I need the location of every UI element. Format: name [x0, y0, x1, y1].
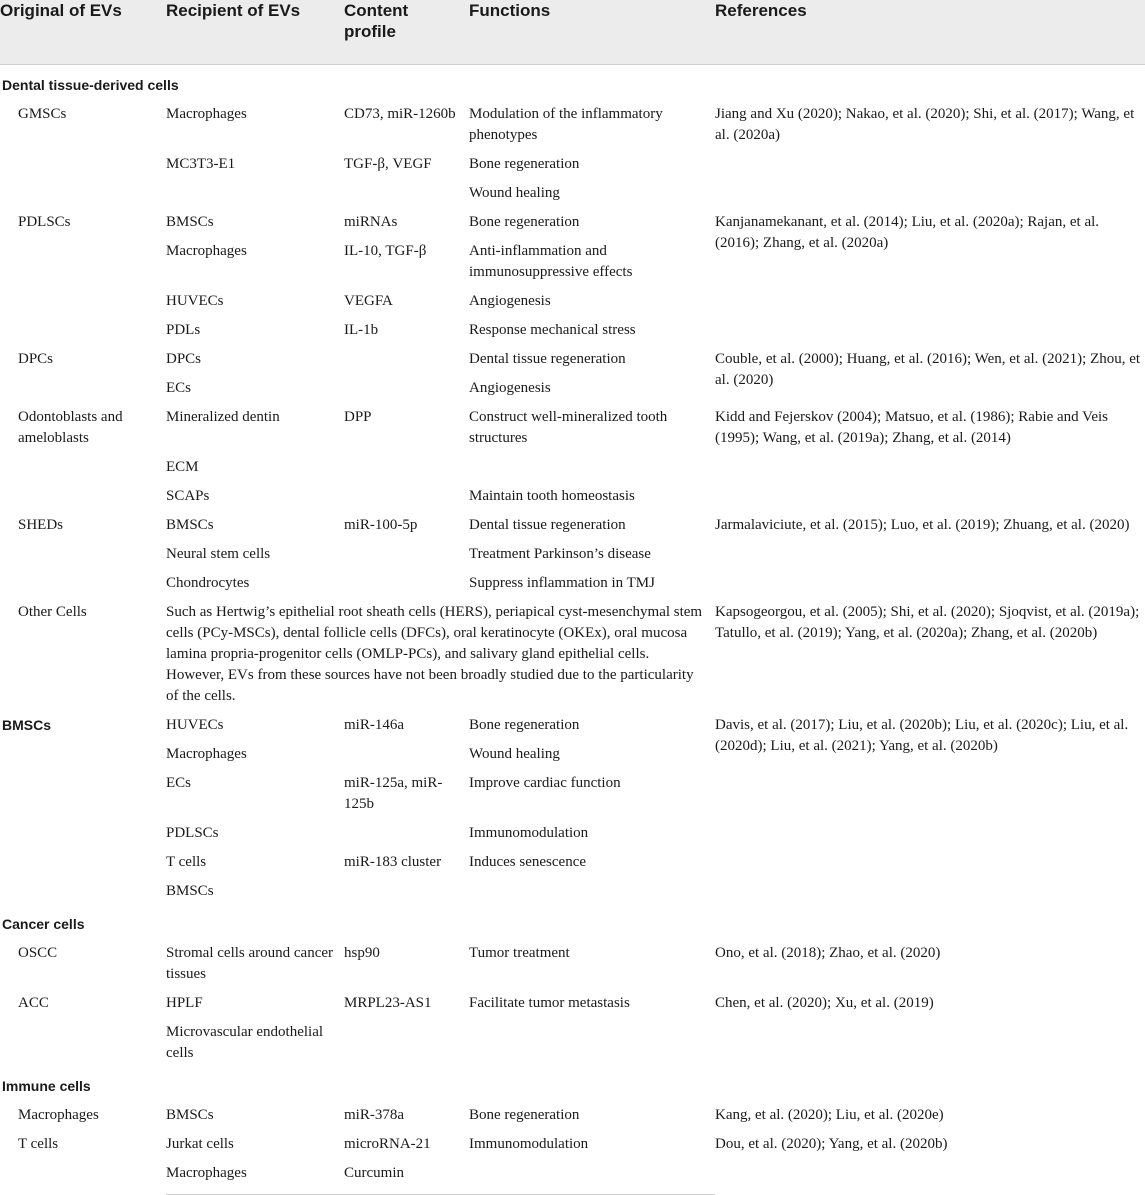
section-title: Dental tissue-derived cells	[2, 77, 179, 93]
recipient-cell: Jurkat cells	[166, 1136, 234, 1152]
recipient-cell: Macrophages	[166, 243, 247, 259]
function-cell: Bone regeneration	[469, 214, 580, 230]
table-row	[0, 596, 1145, 709]
recipient-cell: BMSCs	[166, 214, 214, 230]
content-cell	[344, 817, 469, 846]
function-cell	[469, 1157, 715, 1195]
references-cell: Ono, et al. (2018); Zhao, et al. (2020)	[715, 945, 941, 961]
origin-cell: PDLSCs	[18, 214, 71, 230]
function-cell: Facilitate tumor metastasis	[469, 995, 630, 1011]
origin-cell: Other Cells	[18, 604, 87, 620]
origin-cell: GMSCs	[18, 106, 67, 122]
recipient-cell: SCAPs	[166, 488, 210, 504]
function-cell: Tumor treatment	[469, 945, 570, 961]
header-row	[0, 0, 1145, 65]
references-cell: Kanjanamekanant, et al. (2014); Liu, et al. (2020a); Rajan, et al. (2016); Zhang, et al. (2020a)	[715, 214, 1100, 251]
content-cell: VEGFA	[344, 293, 393, 309]
origin-cell: Macrophages	[18, 1107, 99, 1123]
table-row	[0, 1099, 1145, 1128]
section-row	[0, 65, 1145, 99]
header-content: Content profile	[344, 0, 469, 65]
content-cell: IL-10, TGF-β	[344, 243, 427, 259]
table-row	[0, 401, 1145, 451]
function-cell: Dental tissue regeneration	[469, 351, 626, 367]
function-cell: Angiogenesis	[469, 293, 551, 309]
recipient-cell: PDLSCs	[166, 825, 219, 841]
content-cell: TGF-β, VEGF	[344, 156, 432, 172]
recipient-cell: Macrophages	[166, 1157, 344, 1195]
recipient-cell: Stromal cells around cancer tissues	[166, 945, 334, 982]
function-cell	[469, 875, 715, 904]
recipient-cell: BMSCs	[166, 517, 214, 533]
function-cell: Dental tissue regeneration	[469, 517, 626, 533]
table-header	[0, 0, 1145, 65]
header-origin: Original of EVs	[0, 0, 166, 65]
recipient-cell: PDLs	[166, 322, 201, 338]
function-cell: Immunomodulation	[469, 1136, 589, 1152]
origin-cell: SHEDs	[18, 517, 64, 533]
table-row	[0, 937, 1145, 987]
function-cell: Improve cardiac function	[469, 775, 621, 791]
table-row	[0, 987, 1145, 1016]
recipient-cell: BMSCs	[166, 883, 214, 899]
content-cell	[344, 567, 469, 596]
content-cell: Curcumin	[344, 1157, 469, 1195]
content-cell: miR-183 cluster	[344, 854, 442, 870]
content-cell	[344, 480, 469, 509]
function-cell: Modulation of the inflammatory phenotypes	[469, 106, 663, 143]
content-cell: DPP	[344, 409, 372, 425]
references-cell: Dou, et al. (2020); Yang, et al. (2020b)	[715, 1136, 948, 1152]
recipient-cell: MC3T3-E1	[166, 156, 236, 172]
header-recipient: Recipient of EVs	[166, 0, 344, 65]
function-cell: Response mechanical stress	[469, 322, 636, 338]
recipient-cell: HUVECs	[166, 293, 224, 309]
content-cell: MRPL23-AS1	[344, 995, 432, 1011]
table-body	[0, 65, 1145, 1195]
function-cell: Angiogenesis	[469, 380, 551, 396]
recipient-cell: HPLF	[166, 995, 203, 1011]
function-cell: Maintain tooth homeostasis	[469, 488, 635, 504]
function-cell: Bone regeneration	[469, 156, 580, 172]
origin-cell: DPCs	[18, 351, 54, 367]
table-row	[0, 206, 1145, 235]
content-cell: CD73, miR-1260b	[344, 106, 456, 122]
function-cell: Anti-inflammation and immunosuppressive effects	[469, 243, 633, 280]
content-cell: miR-100-5p	[344, 517, 418, 533]
recipient-cell: Macrophages	[166, 746, 247, 762]
recipient-cell: ECs	[166, 380, 192, 396]
recipient-cell: HUVECs	[166, 717, 224, 733]
content-cell	[344, 343, 469, 372]
function-cell: Bone regeneration	[469, 717, 580, 733]
content-cell: miR-146a	[344, 717, 404, 733]
table-row	[0, 343, 1145, 372]
function-cell: Immunomodulation	[469, 825, 589, 841]
content-cell	[344, 451, 469, 480]
references-cell: Kapsogeorgou, et al. (2005); Shi, et al. (2020); Sjoqvist, et al. (2019a); Tatullo, et al. (2019); Yang, et al. (2020a); Zhang, et al. (2020b)	[715, 604, 1140, 641]
recipient-cell: Chondrocytes	[166, 575, 250, 591]
content-cell	[344, 875, 469, 904]
content-cell	[344, 177, 469, 206]
recipient-cell: BMSCs	[166, 1107, 214, 1123]
references-cell: Couble, et al. (2000); Huang, et al. (2016); Wen, et al. (2021); Zhou, et al. (2020)	[715, 351, 1141, 388]
section-row	[0, 1066, 1145, 1099]
header-functions: Functions	[469, 0, 715, 65]
recipient-cell: Neural stem cells	[166, 546, 271, 562]
origin-cell: BMSCs	[2, 717, 52, 733]
content-cell: miR-125a, miR-125b	[344, 775, 443, 812]
references-cell: Davis, et al. (2017); Liu, et al. (2020b); Liu, et al. (2020c); Liu, et al. (2020d); Liu, et al. (2021); Yang, et al. (2020b)	[715, 717, 1129, 754]
function-cell: Wound healing	[469, 746, 560, 762]
content-cell	[344, 1016, 469, 1066]
content-cell	[344, 538, 469, 567]
recipient-cell: DPCs	[166, 351, 202, 367]
recipient-cell: Microvascular endothelial cells	[166, 1024, 324, 1061]
function-cell: Induces senescence	[469, 854, 587, 870]
origin-cell: Odontoblasts and ameloblasts	[18, 409, 123, 446]
recipient-cell: Macrophages	[166, 106, 247, 122]
recipient-cell: Mineralized dentin	[166, 409, 280, 425]
references-cell: Kidd and Fejerskov (2004); Matsuo, et al. (1986); Rabie and Veis (1995); Wang, et al. (2019a); Zhang, et al. (2014)	[715, 409, 1108, 446]
header-references: References	[715, 0, 1145, 65]
function-cell: Wound healing	[469, 185, 560, 201]
recipient-cell: T cells	[166, 854, 207, 870]
function-cell: Treatment Parkinson’s disease	[469, 546, 651, 562]
function-cell: Construct well-mineralized tooth structures	[469, 409, 668, 446]
references-cell: Jiang and Xu (2020); Nakao, et al. (2020); Shi, et al. (2017); Wang, et al. (2020a)	[715, 106, 1135, 143]
recipient-cell: ECs	[166, 775, 192, 791]
table-row	[0, 1128, 1145, 1157]
content-cell: hsp90	[344, 945, 380, 961]
recipient-cell: ECM	[166, 459, 199, 475]
content-cell	[344, 372, 469, 401]
section-title: Immune cells	[2, 1078, 91, 1094]
origin-cell: ACC	[18, 995, 49, 1011]
function-cell: Suppress inflammation in TMJ	[469, 575, 655, 591]
function-cell	[469, 1016, 715, 1066]
origin-cell: OSCC	[18, 945, 58, 961]
section-row	[0, 904, 1145, 937]
references-cell: Chen, et al. (2020); Xu, et al. (2019)	[715, 995, 934, 1011]
content-cell: miR-378a	[344, 1107, 404, 1123]
table-row	[0, 709, 1145, 738]
recipient-cell	[166, 177, 344, 206]
note-cell: Such as Hertwig’s epithelial root sheath cells (HERS), periapical cyst-mesenchymal stem cells (PCy-MSCs), dental follicle cells (DFCs), oral keratinocyte (OKEx), oral mucosa lamina propria-progenitor cells (OMLP-PCs), and salivary gland epithelial cells. However, EVs from these sources have not been broadly studied due to the particularity of the cells.	[166, 604, 703, 704]
content-cell: microRNA-21	[344, 1136, 431, 1152]
content-cell: miRNAs	[344, 214, 398, 230]
content-cell	[344, 738, 469, 767]
function-cell: Bone regeneration	[469, 1107, 580, 1123]
origin-cell: T cells	[18, 1136, 59, 1152]
table-row	[0, 98, 1145, 148]
references-cell: Kang, et al. (2020); Liu, et al. (2020e)	[715, 1107, 944, 1123]
section-title: Cancer cells	[2, 916, 85, 932]
content-cell: IL-1b	[344, 322, 379, 338]
function-cell	[469, 451, 715, 480]
references-cell: Jarmalaviciute, et al. (2015); Luo, et al. (2019); Zhuang, et al. (2020)	[715, 517, 1130, 533]
table-row	[0, 509, 1145, 538]
